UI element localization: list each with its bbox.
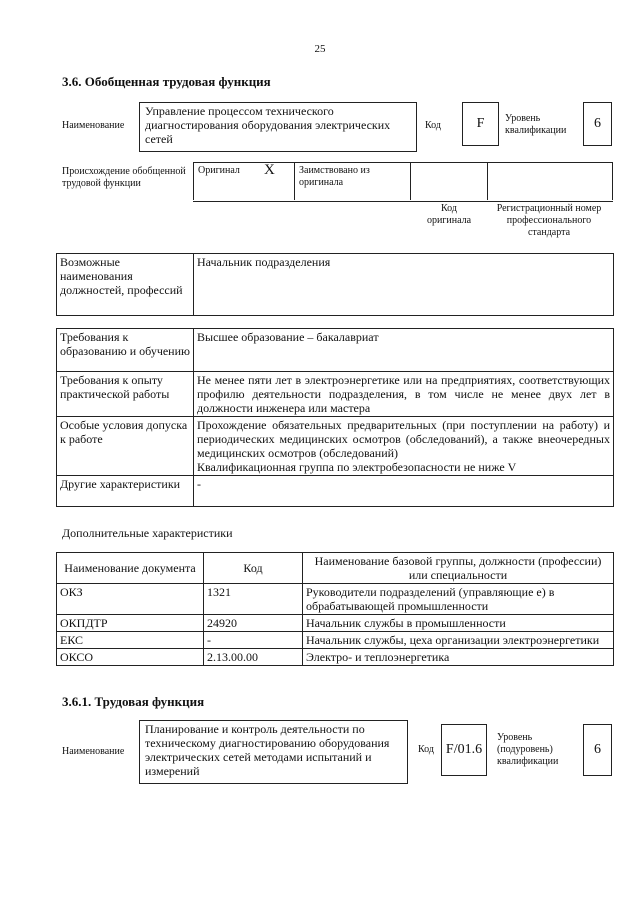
positions-value: Начальник подразделения bbox=[194, 254, 614, 316]
table-cell: Руководители подразделений (управляющие е) в обрабатывающей промышленности bbox=[303, 584, 614, 615]
original-mark: X bbox=[264, 162, 275, 178]
function-code-box bbox=[441, 724, 487, 776]
req-conditions-value: Прохождение обязательных предварительных (при поступлении на работу) и периодических медицинских осмотров (обследований), а также внеочередных медицинских осмотров (обследований) bbox=[197, 418, 610, 460]
function-title: 3.6.1. Трудовая функция bbox=[62, 694, 205, 709]
req-education-value: Высшее образование – бакалавриат bbox=[194, 329, 614, 372]
gtf-level-box bbox=[583, 102, 612, 146]
additional-header-name: Наименование базовой группы, должности (профессии) или специальности bbox=[303, 553, 614, 584]
function-name-value: Планирование и контроль деятельности по техническому диагностированию оборудования электрических сетей методами испытаний и измерений bbox=[145, 722, 390, 778]
table-row bbox=[57, 584, 614, 615]
additional-title: Дополнительные характеристики bbox=[62, 526, 233, 540]
table-cell: 24920 bbox=[204, 615, 303, 632]
positions-label: Возможные наименования должностей, профессий bbox=[57, 254, 194, 316]
gtf-name-box bbox=[139, 102, 417, 152]
gtf-code-value: F bbox=[476, 116, 485, 131]
function-code-value: F/01.6 bbox=[445, 742, 483, 757]
section-title: 3.6. Обобщенная трудовая функция bbox=[62, 74, 271, 89]
table-cell: ОКПДТР bbox=[57, 615, 204, 632]
table-row bbox=[57, 632, 614, 649]
positions-table bbox=[56, 253, 614, 316]
table-cell: 1321 bbox=[204, 584, 303, 615]
req-education-label: Требования к образованию и обучению bbox=[57, 329, 194, 372]
reg-number-caption: Регистрационный номер профессионального стандарта bbox=[496, 203, 602, 238]
table-cell: ЕКС bbox=[57, 632, 204, 649]
gtf-name-value: Управление процессом технического диагностирования оборудования электрических сетей bbox=[145, 104, 391, 146]
req-conditions-value2: Квалификационная группа по электробезопасности не ниже V bbox=[197, 460, 517, 474]
req-conditions-cell bbox=[194, 417, 614, 476]
table-row bbox=[57, 649, 614, 666]
gtf-code-box bbox=[462, 102, 499, 146]
table-cell: ОКЗ bbox=[57, 584, 204, 615]
table-cell: Электро- и теплоэнергетика bbox=[303, 649, 614, 666]
code-original-caption: Код оригинала bbox=[426, 203, 472, 226]
requirements-table bbox=[56, 328, 614, 507]
page-number: 25 bbox=[314, 43, 326, 55]
function-code-label: Код bbox=[418, 744, 434, 755]
origin-label: Происхождение обобщенной трудовой функции bbox=[62, 166, 186, 189]
table-cell: 2.13.00.00 bbox=[204, 649, 303, 666]
table-cell: Начальник службы в промышленности bbox=[303, 615, 614, 632]
req-other-label: Другие характеристики bbox=[57, 476, 194, 507]
req-experience-value: Не менее пяти лет в электроэнергетике или на предприятиях, соответствующих профилю деятельности подразделения, в том числе не менее двух лет в должности инженера или мастера bbox=[194, 372, 614, 417]
function-level-box bbox=[583, 724, 612, 776]
gtf-level-value: 6 bbox=[594, 116, 601, 131]
additional-header-code: Код bbox=[204, 553, 303, 584]
req-conditions-label: Особые условия допуска к работе bbox=[57, 417, 194, 476]
table-cell: - bbox=[204, 632, 303, 649]
function-name-box bbox=[139, 720, 408, 784]
borrowed-label: Заимствовано из оригинала bbox=[299, 165, 370, 188]
level-label: Уровень квалификации bbox=[505, 113, 567, 136]
req-other-value: - bbox=[194, 476, 614, 507]
additional-header-doc: Наименование документа bbox=[57, 553, 204, 584]
table-cell: ОКСО bbox=[57, 649, 204, 666]
table-row bbox=[57, 615, 614, 632]
function-level-value: 6 bbox=[594, 742, 601, 757]
req-experience-label: Требования к опыту практической работы bbox=[57, 372, 194, 417]
original-label: Оригинал bbox=[198, 165, 240, 176]
additional-table bbox=[56, 552, 614, 666]
function-level-label: Уровень (подуровень) квалификации bbox=[497, 732, 559, 767]
table-cell: Начальник службы, цеха организации электроэнергетики bbox=[303, 632, 614, 649]
name-label: Наименование bbox=[62, 120, 125, 131]
code-label: Код bbox=[425, 120, 441, 131]
function-name-label: Наименование bbox=[62, 746, 125, 757]
